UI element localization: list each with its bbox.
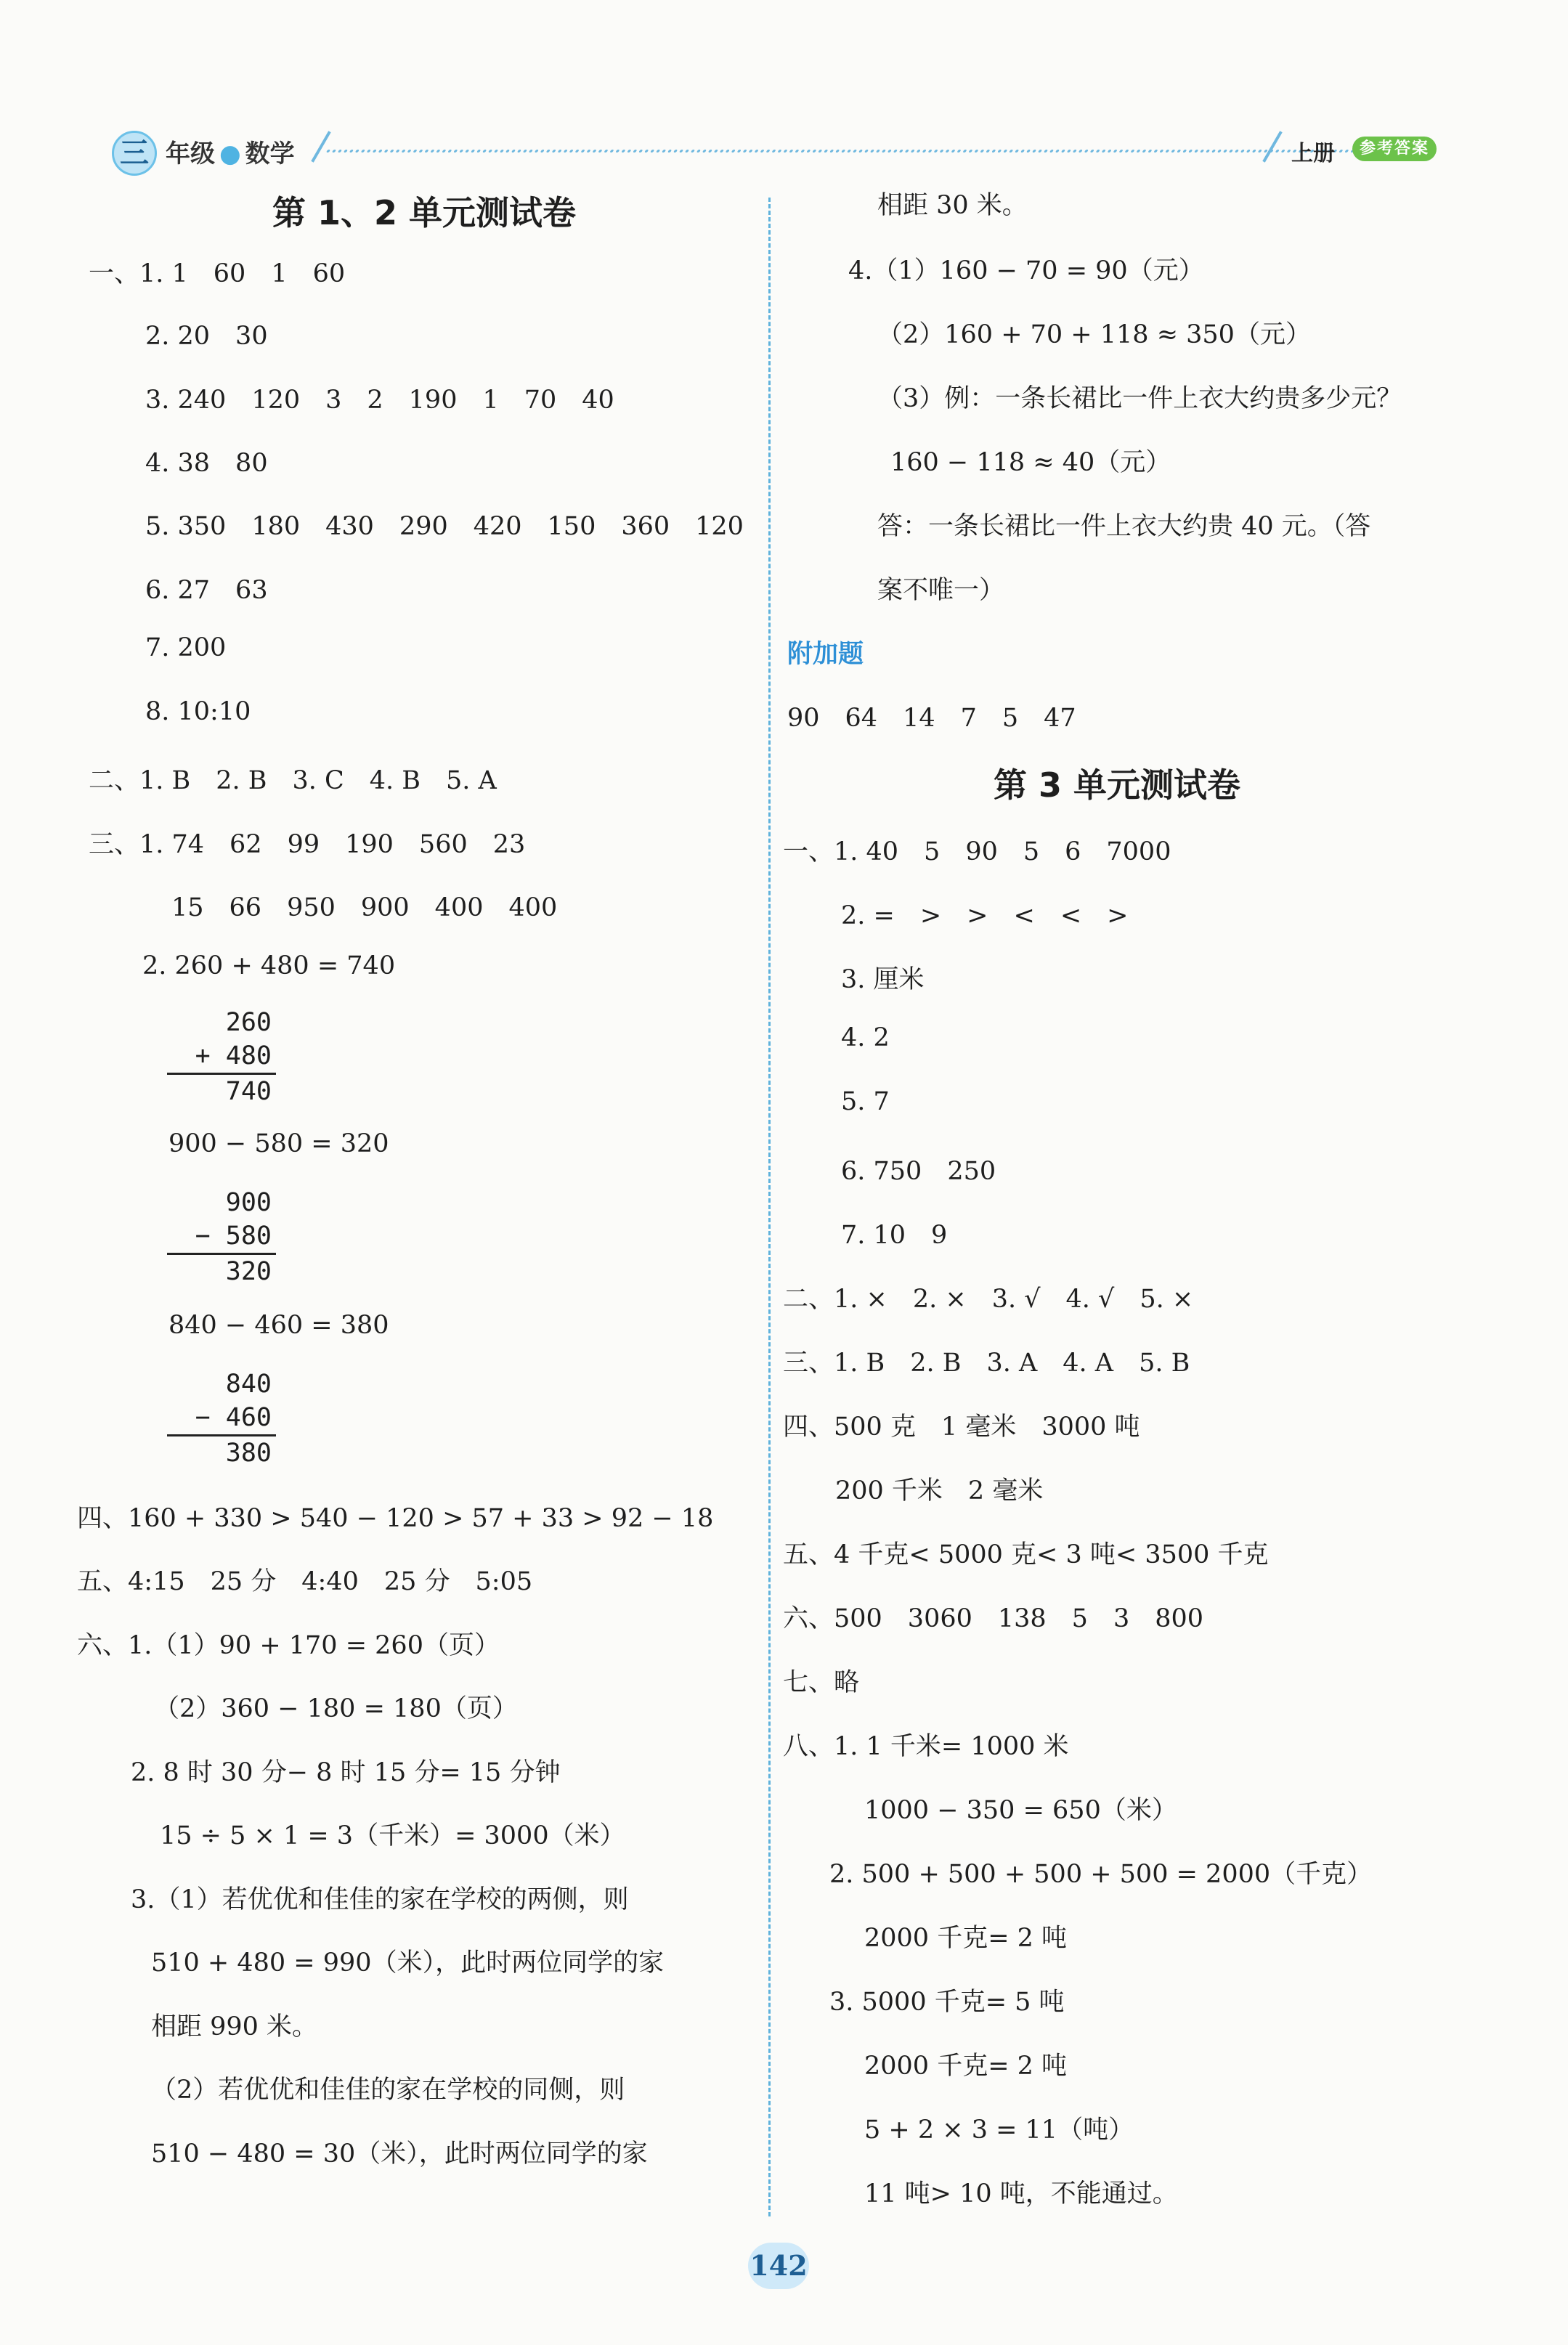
calc-result: 380 xyxy=(167,1434,276,1470)
calc-top: 900 xyxy=(225,1188,272,1217)
answer-line: 三、1. B 2. B 3. A 4. A 5. B xyxy=(783,1349,1190,1378)
section-title-unit-3: 第 3 单元测试卷 xyxy=(994,765,1241,805)
answer-line: 5 + 2 × 3 = 11（吨） xyxy=(864,2116,1134,2145)
bonus-section-title: 附加题 xyxy=(787,640,864,669)
answer-line: 4.（1）160 − 70 = 90（元） xyxy=(848,256,1204,285)
answer-line: 900 − 580 = 320 xyxy=(168,1129,389,1158)
page-header xyxy=(109,123,1460,182)
calc-operand: − 460 xyxy=(195,1403,272,1432)
answer-line: 90 64 14 7 5 47 xyxy=(787,704,1076,733)
answer-line: 8. 10:10 xyxy=(145,697,251,726)
header-slash-icon xyxy=(311,131,330,163)
section-title-unit-1-2: 第 1、2 单元测试卷 xyxy=(272,193,577,232)
calc-top: 260 xyxy=(225,1008,272,1037)
calc-operand: − 580 xyxy=(195,1222,272,1251)
answer-line: 3. 240 120 3 2 190 1 70 40 xyxy=(145,386,614,415)
grade-badge: 三 xyxy=(112,131,157,176)
answer-line: （2）360 − 180 = 180（页） xyxy=(154,1694,518,1723)
calc-result: 740 xyxy=(167,1073,276,1108)
answer-line: 五、4:15 25 分 4:40 25 分 5:05 xyxy=(77,1567,533,1596)
vertical-calculation xyxy=(167,1006,276,1108)
answer-line: 11 吨> 10 吨，不能通过。 xyxy=(864,2179,1178,2208)
answer-line: 一、1. 40 5 90 5 6 7000 xyxy=(783,837,1171,866)
answer-line: （2）160 + 70 + 118 ≈ 350（元） xyxy=(877,320,1311,349)
answer-line: 7. 10 9 xyxy=(841,1221,948,1250)
answer-line: 15 ÷ 5 × 1 = 3（千米）= 3000（米） xyxy=(160,1821,625,1850)
answer-line: 二、1. × 2. × 3. √ 4. √ 5. × xyxy=(783,1285,1194,1314)
answer-line: 510 − 480 = 30（米），此时两位同学的家 xyxy=(151,2139,648,2169)
answer-line: 840 − 460 = 380 xyxy=(168,1311,389,1340)
answer-line: 三、1. 74 62 99 190 560 23 xyxy=(89,830,526,859)
subject-label: 数学 xyxy=(245,139,295,168)
answer-line: 2. 20 30 xyxy=(145,322,268,351)
calc-top: 840 xyxy=(225,1370,272,1399)
answer-line: 2000 千克= 2 吨 xyxy=(864,2052,1068,2081)
answer-line: 相距 30 米。 xyxy=(877,191,1028,220)
answer-line: 案不唯一） xyxy=(877,576,1005,605)
answer-line: 510 + 480 = 990（米），此时两位同学的家 xyxy=(151,1948,665,1978)
column-divider xyxy=(768,198,771,2216)
answer-line: 200 千米 2 毫米 xyxy=(835,1476,1044,1505)
answer-line: 八、1. 1 千米= 1000 米 xyxy=(783,1732,1069,1761)
answer-line: 15 66 950 900 400 400 xyxy=(171,893,558,922)
answer-line: 2. 260 + 480 = 740 xyxy=(142,951,396,980)
answer-line: 一、1. 1 60 1 60 xyxy=(89,259,346,288)
grade-subject xyxy=(166,134,295,169)
answer-line: 3. 厘米 xyxy=(841,965,925,994)
volume-label: 上册 xyxy=(1291,141,1335,166)
answer-line: （2）若优优和佳佳的家在学校的同侧，则 xyxy=(151,2076,625,2105)
answer-line: 6. 750 250 xyxy=(841,1157,996,1186)
calc-result: 320 xyxy=(167,1253,276,1288)
page-number: 142 xyxy=(748,2243,809,2289)
calc-operand: + 480 xyxy=(195,1041,272,1070)
answer-line: （3）例：一条长裙比一件上衣大约贵多少元？ xyxy=(877,384,1402,413)
answer-line: 3. 5000 千克= 5 吨 xyxy=(829,1988,1065,2017)
vertical-calculation xyxy=(167,1186,276,1288)
answer-line: 四、160 + 330 > 540 − 120 > 57 + 33 > 92 − 18 xyxy=(77,1504,714,1533)
answer-line: 5. 350 180 430 290 420 150 360 120 xyxy=(145,512,744,541)
answer-line: 答：一条长裙比一件上衣大约贵 40 元。（答 xyxy=(877,512,1371,541)
answer-line: 2. 8 时 30 分− 8 时 15 分= 15 分钟 xyxy=(131,1758,561,1787)
answer-line: 1000 − 350 = 650（米） xyxy=(864,1796,1177,1825)
grade-label: 年级 xyxy=(166,139,215,168)
answer-line: 6. 27 63 xyxy=(145,576,268,605)
answer-line: 2. 500 + 500 + 500 + 500 = 2000（千克） xyxy=(829,1860,1373,1889)
answer-line: 四、500 克 1 毫米 3000 吨 xyxy=(783,1413,1140,1442)
answer-line: 相距 990 米。 xyxy=(151,2012,318,2041)
vertical-calculation xyxy=(167,1367,276,1470)
answer-line: 六、500 3060 138 5 3 800 xyxy=(783,1604,1204,1633)
header-slash-icon xyxy=(1262,131,1282,163)
answer-line: 2000 千克= 2 吨 xyxy=(864,1924,1068,1953)
answer-line: 六、1.（1）90 + 170 = 260（页） xyxy=(77,1631,500,1660)
answer-line: 160 − 118 ≈ 40（元） xyxy=(890,448,1171,477)
answer-line: 七、略 xyxy=(783,1668,860,1697)
header-rule xyxy=(326,150,1373,153)
answer-line: 7. 200 xyxy=(145,633,227,662)
answer-line: 五、4 千克< 5000 克< 3 吨< 3500 千克 xyxy=(783,1540,1269,1569)
dot-separator-icon: ● xyxy=(219,139,241,168)
answer-line: 5. 7 xyxy=(841,1087,890,1116)
answer-line: 4. 38 80 xyxy=(145,449,268,478)
answer-line: 3.（1）若优优和佳佳的家在学校的两侧，则 xyxy=(131,1885,629,1914)
answers-badge: 参考答案 xyxy=(1352,137,1437,161)
answer-line: 二、1. B 2. B 3. C 4. B 5. A xyxy=(89,766,497,795)
answer-line: 2. = > > < < > xyxy=(841,901,1129,930)
answer-line: 4. 2 xyxy=(841,1023,890,1052)
